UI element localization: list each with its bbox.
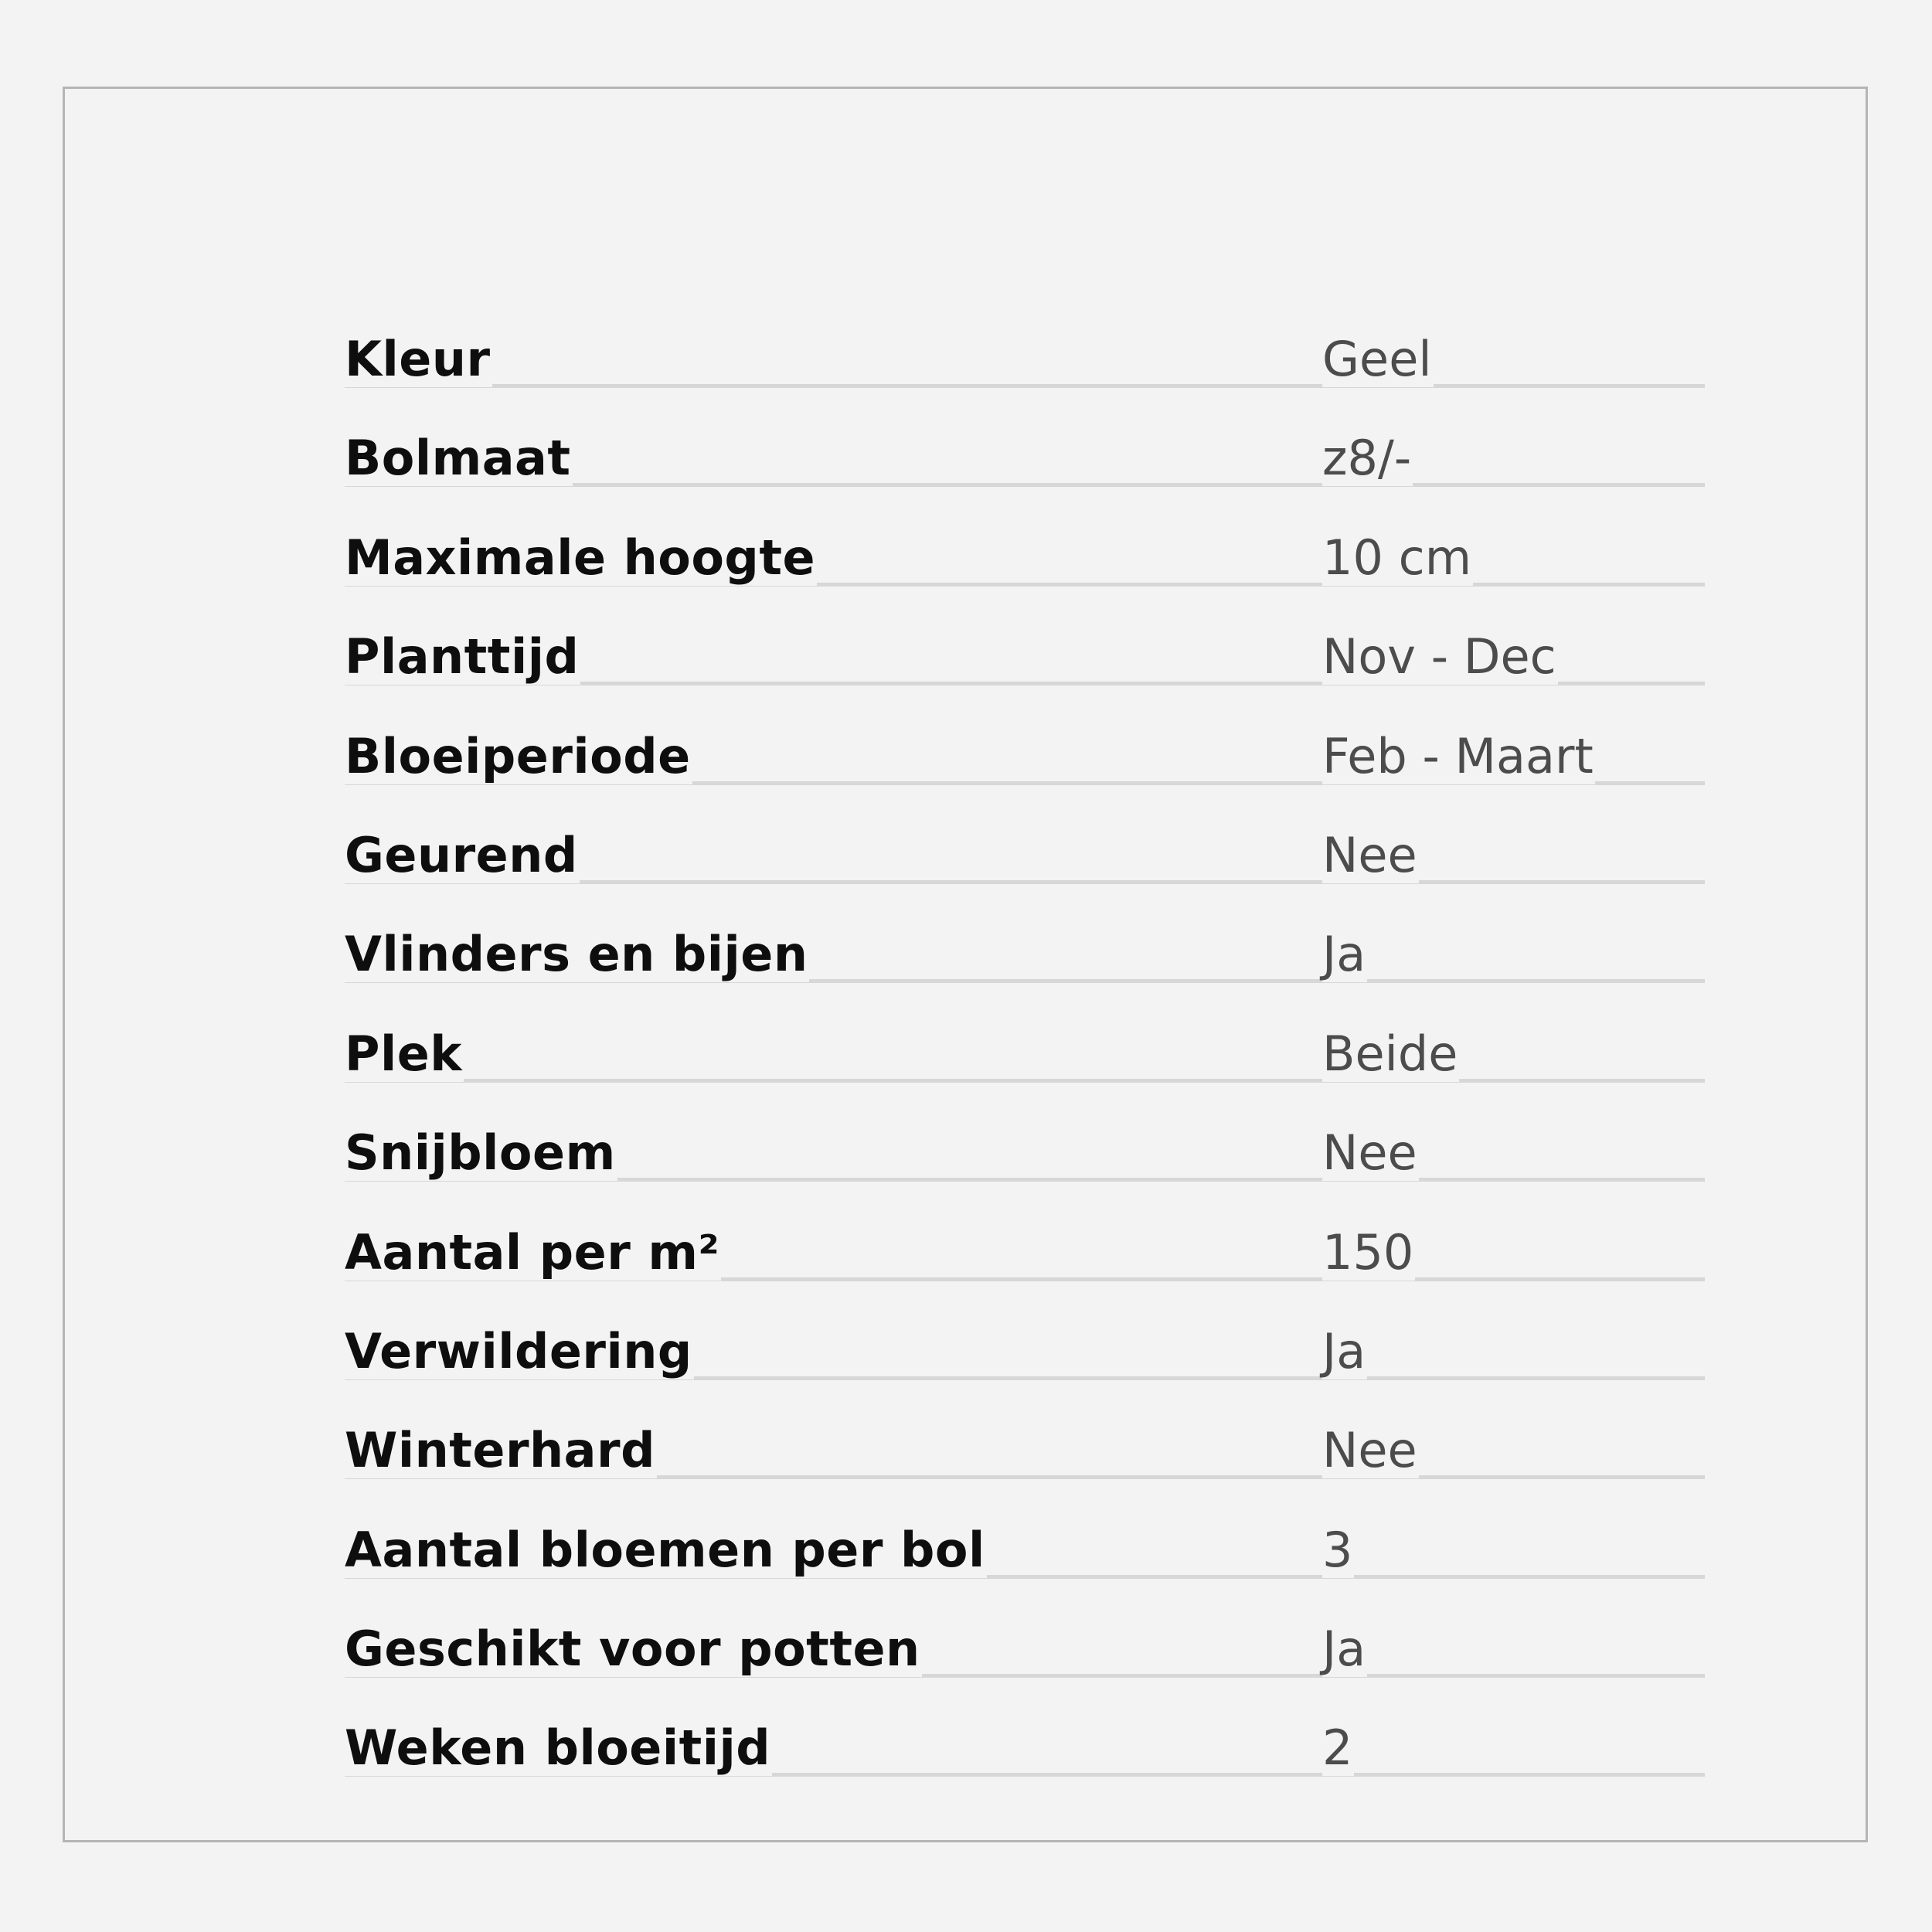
spec-row-aantal-per-m2 <box>345 1211 1705 1310</box>
spec-label: Bloeiperiode <box>345 727 691 784</box>
spec-table <box>345 318 1705 1806</box>
spec-label: Geschikt voor potten <box>345 1621 920 1678</box>
spec-label: Verwildering <box>345 1322 692 1379</box>
spec-label: Snijbloem <box>345 1124 616 1182</box>
spec-value: 10 cm <box>1322 529 1472 586</box>
spec-value: Nov - Dec <box>1322 628 1556 685</box>
spec-row-vlinders-en-bijen <box>345 913 1705 1012</box>
spec-label: Geurend <box>345 826 578 883</box>
spec-row-plek <box>345 1012 1705 1111</box>
spec-row-maximale-hoogte <box>345 516 1705 615</box>
spec-row-bolmaat <box>345 417 1705 515</box>
spec-row-snijbloem <box>345 1111 1705 1210</box>
spec-label: Aantal per m² <box>345 1223 720 1281</box>
spec-row-geurend <box>345 814 1705 913</box>
spec-label: Vlinders en bijen <box>345 926 808 983</box>
row-divider <box>345 384 1705 388</box>
spec-card <box>63 87 1868 1842</box>
spec-value: Feb - Maart <box>1322 727 1594 784</box>
row-divider <box>345 1079 1705 1083</box>
spec-value: 2 <box>1322 1719 1353 1777</box>
spec-row-verwildering <box>345 1310 1705 1409</box>
spec-value: 150 <box>1322 1223 1414 1281</box>
spec-label: Weken bloeitijd <box>345 1719 771 1777</box>
spec-row-weken-bloeitijd <box>345 1706 1705 1805</box>
spec-label: Kleur <box>345 331 491 387</box>
spec-label: Plek <box>345 1025 462 1082</box>
spec-label: Aantal bloemen per bol <box>345 1521 985 1578</box>
spec-value: 3 <box>1322 1521 1353 1578</box>
spec-row-kleur <box>345 318 1705 417</box>
spec-row-planttijd <box>345 615 1705 714</box>
spec-label: Planttijd <box>345 628 580 685</box>
spec-value: Nee <box>1322 1422 1417 1479</box>
spec-value: Ja <box>1322 1322 1366 1379</box>
spec-label: Winterhard <box>345 1422 655 1479</box>
spec-value: Beide <box>1322 1025 1458 1082</box>
spec-row-winterhard <box>345 1409 1705 1508</box>
spec-value: Geel <box>1322 331 1432 387</box>
spec-value: z8/- <box>1322 430 1412 487</box>
spec-row-geschikt-voor-potten <box>345 1607 1705 1706</box>
spec-value: Ja <box>1322 926 1366 983</box>
spec-value: Nee <box>1322 826 1417 883</box>
spec-value: Ja <box>1322 1621 1366 1678</box>
spec-label: Maximale hoogte <box>345 529 816 586</box>
spec-row-aantal-bloemen-per-bol <box>345 1509 1705 1607</box>
spec-row-bloeiperiode <box>345 715 1705 814</box>
spec-label: Bolmaat <box>345 430 571 487</box>
spec-value: Nee <box>1322 1124 1417 1182</box>
